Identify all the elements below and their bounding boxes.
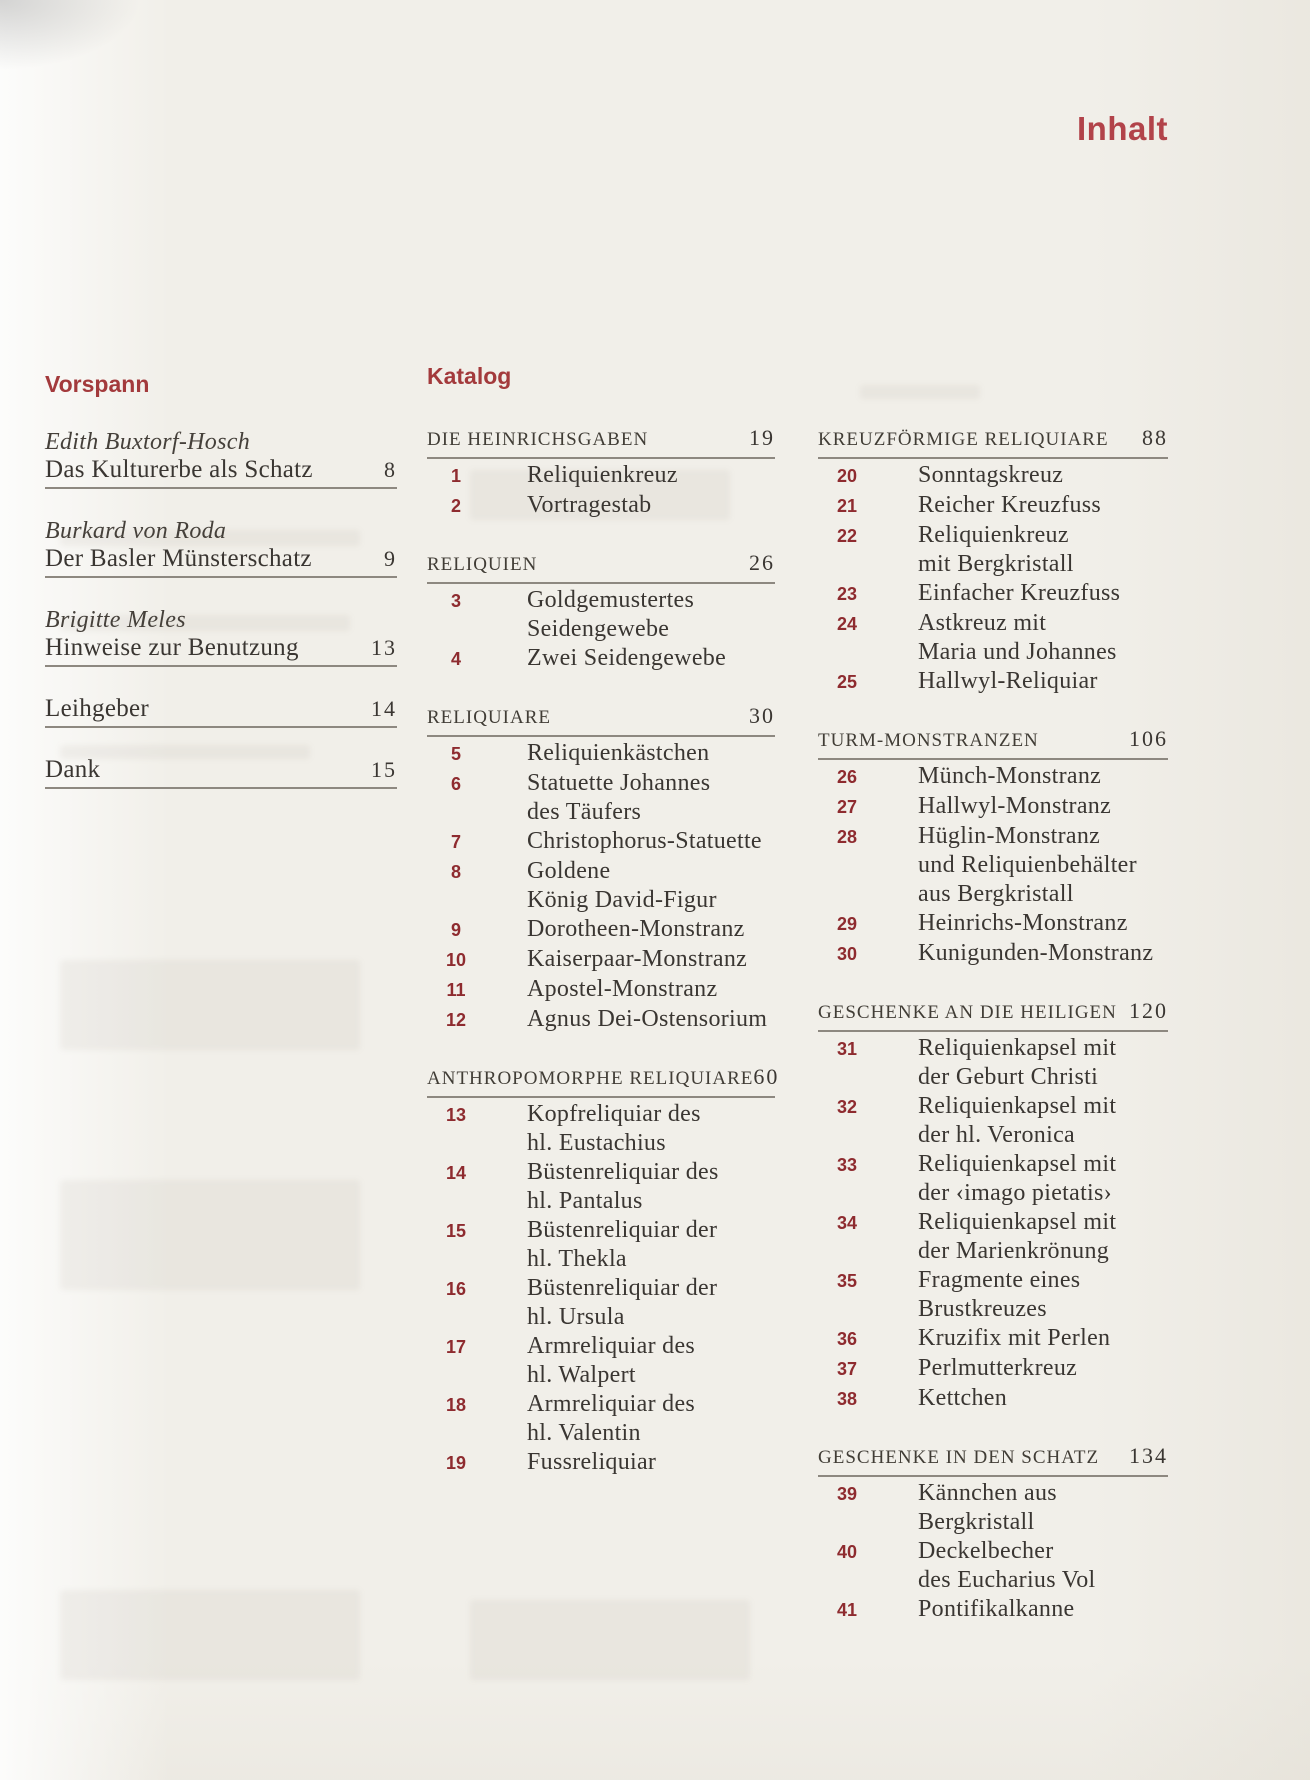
item-title-line: Astkreuz mit [918, 610, 1047, 636]
entry-author: Edith Buxtorf-Hosch [45, 429, 251, 455]
catalog-item [427, 769, 775, 827]
catalog-item [427, 1216, 775, 1274]
section-header-row [427, 424, 775, 459]
item-number: 26 [836, 767, 858, 787]
item-title-lines [918, 1595, 1168, 1624]
item-title-line: Dorotheen-Monstranz [527, 916, 745, 942]
item-title-lines [527, 644, 775, 673]
item-number: 35 [836, 1271, 858, 1291]
section-header-row [818, 997, 1168, 1032]
item-number: 15 [445, 1221, 467, 1241]
item-title-line: aus Bergkristall [918, 881, 1074, 907]
item-title-line: Reliquienkreuz [527, 462, 678, 488]
entry-title-row [45, 545, 397, 573]
entry-title: Hinweise zur Benutzung [45, 634, 299, 661]
item-title-line: Reliquienkapsel mit [918, 1209, 1117, 1235]
section-items [427, 461, 775, 521]
section-header-row [818, 1442, 1168, 1477]
item-title-line: Christophorus-Statuette [527, 828, 762, 854]
item-title-lines [918, 762, 1168, 791]
item-title-line: Heinrichs-Monstranz [918, 910, 1128, 936]
catalog-item [818, 609, 1168, 667]
section-page-number: 60 [753, 1064, 780, 1089]
item-title-line: Münch-Monstranz [918, 763, 1102, 789]
item-title-lines [918, 579, 1168, 608]
section-header-row [818, 424, 1168, 459]
catalog-item [818, 1092, 1168, 1150]
item-title-line: hl. Valentin [527, 1420, 641, 1446]
page-title: Inhalt [1077, 110, 1168, 148]
item-title-lines [527, 1390, 775, 1448]
catalog-item [818, 579, 1168, 609]
item-number: 32 [836, 1097, 858, 1117]
section-page-number: 88 [1142, 425, 1168, 450]
section-heading: KREUZFÖRMIGE RELIQUIARE [818, 429, 1109, 450]
showthrough-mark [60, 960, 360, 1050]
item-title-line: Büstenreliquiar der [527, 1275, 718, 1301]
item-title-lines [527, 1005, 775, 1034]
item-title-line: Statuette Johannes [527, 770, 711, 796]
catalog-item [427, 644, 775, 674]
item-title-line: Pontifikalkanne [918, 1596, 1075, 1622]
item-number: 9 [450, 920, 461, 940]
item-number: 33 [836, 1155, 858, 1175]
item-number: 8 [450, 862, 461, 882]
item-title-lines [527, 915, 775, 944]
item-number: 34 [836, 1213, 858, 1233]
entry-title: Leihgeber [45, 695, 150, 722]
item-title-line: Goldene [527, 858, 611, 884]
katalog-section [427, 424, 775, 521]
item-title-lines [918, 909, 1168, 938]
item-title-lines [918, 667, 1168, 696]
item-title-line: hl. Walpert [527, 1362, 636, 1388]
item-title-line: Büstenreliquiar der [527, 1217, 718, 1243]
toc-entry [45, 606, 397, 667]
item-title-line: Reliquienkapsel mit [918, 1093, 1117, 1119]
entry-title-row [45, 756, 397, 784]
item-number: 37 [836, 1359, 858, 1379]
item-title-lines [527, 1274, 775, 1332]
catalog-item [818, 909, 1168, 939]
item-title-lines [918, 609, 1168, 667]
catalog-item [818, 1208, 1168, 1266]
item-title-line: König David-Figur [527, 887, 717, 913]
item-number: 14 [445, 1163, 467, 1183]
catalog-item [427, 1005, 775, 1035]
item-title-line: Einfacher Kreuzfuss [918, 580, 1121, 606]
item-title-line: Büstenreliquiar des [527, 1159, 719, 1185]
item-title-lines [527, 1100, 775, 1158]
section-heading: RELIQUIEN [427, 554, 538, 575]
item-title-lines [918, 1384, 1168, 1413]
entry-title: Das Kulturerbe als Schatz [45, 456, 313, 483]
item-number: 39 [836, 1484, 858, 1504]
item-title-line: Deckelbecher [918, 1538, 1054, 1564]
toc-entry [45, 517, 397, 578]
section-heading: GESCHENKE AN DIE HEILIGEN [818, 1002, 1117, 1023]
item-title-line: Brustkreuzes [918, 1296, 1047, 1322]
katalog-section [818, 424, 1168, 697]
item-number: 21 [836, 496, 858, 516]
catalog-item [818, 1354, 1168, 1384]
item-number: 27 [836, 797, 858, 817]
katalog-section [427, 702, 775, 1035]
section-items [818, 461, 1168, 697]
katalog-column-right [818, 424, 1168, 1625]
item-title-lines [527, 739, 775, 768]
catalog-item [427, 491, 775, 521]
item-number: 29 [836, 914, 858, 934]
item-title-lines [527, 975, 775, 1004]
item-number: 36 [836, 1329, 858, 1349]
section-items [427, 586, 775, 674]
katalog-label: Katalog [427, 363, 512, 389]
section-header-row [427, 702, 775, 737]
item-title-lines [918, 1354, 1168, 1383]
item-number: 41 [836, 1600, 858, 1620]
catalog-item [427, 975, 775, 1005]
item-number: 28 [836, 827, 858, 847]
item-title-line: Kettchen [918, 1385, 1008, 1411]
catalog-item [427, 945, 775, 975]
toc-entry [45, 695, 397, 728]
catalog-item [818, 1479, 1168, 1537]
section-items [818, 762, 1168, 969]
item-number: 40 [836, 1542, 858, 1562]
section-header-row [427, 549, 775, 584]
catalog-item [818, 1384, 1168, 1414]
showthrough-mark [860, 385, 980, 399]
item-title-line: hl. Thekla [527, 1246, 627, 1272]
item-title-line: der hl. Veronica [918, 1122, 1075, 1148]
item-title-lines [918, 491, 1168, 520]
item-title-line: des Eucharius Vol [918, 1567, 1096, 1593]
section-page-number: 26 [749, 550, 775, 575]
item-title-lines [527, 857, 775, 915]
item-title-line: Maria und Johannes [918, 639, 1117, 665]
item-number: 3 [450, 591, 461, 611]
catalog-item [818, 1595, 1168, 1625]
catalog-item [427, 1100, 775, 1158]
katalog-sections-middle [427, 424, 780, 1478]
section-items [818, 1034, 1168, 1414]
item-title-line: Perlmutterkreuz [918, 1355, 1078, 1381]
catalog-item [818, 521, 1168, 579]
item-number: 17 [445, 1337, 467, 1357]
item-title-lines [918, 822, 1168, 909]
item-title-line: Hüglin-Monstranz [918, 823, 1101, 849]
section-heading: DIE HEINRICHSGABEN [427, 429, 649, 450]
item-title-line: Goldgemustertes [527, 587, 695, 613]
item-title-lines [527, 586, 775, 644]
catalog-item [818, 461, 1168, 491]
catalog-item [427, 1158, 775, 1216]
item-title-lines [527, 769, 775, 827]
entry-author: Brigitte Meles [45, 607, 186, 633]
item-number: 31 [836, 1039, 858, 1059]
item-title-lines [918, 521, 1168, 579]
item-number: 24 [836, 614, 858, 634]
item-number: 13 [445, 1105, 467, 1125]
item-title-line: Agnus Dei-Ostensorium [527, 1006, 768, 1032]
catalog-item [818, 1034, 1168, 1092]
item-title-lines [918, 1208, 1168, 1266]
item-number: 23 [836, 584, 858, 604]
item-title-line: Fragmente eines [918, 1267, 1081, 1293]
item-title-lines [527, 461, 775, 490]
catalog-item [818, 939, 1168, 969]
item-title-line: Apostel-Monstranz [527, 976, 718, 1002]
catalog-item [818, 1324, 1168, 1354]
item-title-line: des Täufers [527, 799, 642, 825]
item-title-line: Vortragestab [527, 492, 652, 518]
item-title-line: mit Bergkristall [918, 551, 1074, 577]
katalog-section [427, 1063, 780, 1478]
item-title-line: Zwei Seidengewebe [527, 645, 727, 671]
item-title-lines [527, 1332, 775, 1390]
item-title-line: Seidengewebe [527, 616, 670, 642]
item-title-lines [918, 1092, 1168, 1150]
entry-title-row [45, 456, 397, 484]
item-title-lines [527, 945, 775, 974]
section-page-number: 106 [1129, 726, 1168, 751]
item-title-line: Reicher Kreuzfuss [918, 492, 1102, 518]
catalog-item [427, 1332, 775, 1390]
section-page-number: 30 [749, 703, 775, 728]
item-title-line: der ‹imago pietatis› [918, 1180, 1112, 1206]
item-title-line: hl. Ursula [527, 1304, 625, 1330]
item-title-lines [918, 939, 1168, 968]
item-title-line: Reliquienkreuz [918, 522, 1069, 548]
catalog-item [427, 1274, 775, 1332]
item-title-line: Reliquienkapsel mit [918, 1035, 1117, 1061]
item-number: 20 [836, 466, 858, 486]
entry-page-number: 8 [384, 457, 397, 482]
section-heading: GESCHENKE IN DEN SCHATZ [818, 1447, 1100, 1468]
catalog-item [818, 491, 1168, 521]
item-title-line: Reliquienkapsel mit [918, 1151, 1117, 1177]
item-number: 2 [450, 496, 461, 516]
section-page-number: 19 [749, 425, 775, 450]
item-title-lines [918, 1150, 1168, 1208]
section-header-row [818, 725, 1168, 760]
item-number: 12 [445, 1010, 467, 1030]
section-items [427, 1100, 775, 1478]
item-title-line: Armreliquiar des [527, 1391, 696, 1417]
item-number: 18 [445, 1395, 467, 1415]
entry-author: Burkard von Roda [45, 518, 227, 544]
item-title-line: Armreliquiar des [527, 1333, 696, 1359]
item-title-lines [527, 1448, 775, 1477]
item-title-lines [527, 1216, 775, 1274]
section-heading: TURM-MONSTRANZEN [818, 730, 1039, 751]
catalog-item [818, 762, 1168, 792]
item-number: 25 [836, 672, 858, 692]
item-title-lines [918, 792, 1168, 821]
item-title-line: der Geburt Christi [918, 1064, 1099, 1090]
vorspann-entries [45, 428, 397, 789]
katalog-section [818, 1442, 1168, 1625]
catalog-item [427, 827, 775, 857]
item-number: 16 [445, 1279, 467, 1299]
vorspann-column [45, 370, 397, 817]
item-number: 7 [450, 832, 461, 852]
entry-page-number: 13 [371, 635, 397, 660]
item-title-line: Kännchen aus [918, 1480, 1057, 1506]
item-number: 11 [446, 980, 466, 1000]
item-title-line: Kaiserpaar-Monstranz [527, 946, 748, 972]
catalog-item [427, 739, 775, 769]
section-header-row [427, 1063, 780, 1098]
item-title-line: und Reliquienbehälter [918, 852, 1137, 878]
item-title-lines [527, 827, 775, 856]
entry-page-number: 9 [384, 546, 397, 571]
entry-title-row [45, 634, 397, 662]
item-title-line: Hallwyl-Monstranz [918, 793, 1112, 819]
catalog-item [818, 1266, 1168, 1324]
entry-title-row [45, 695, 397, 723]
item-title-line: Bergkristall [918, 1509, 1035, 1535]
katalog-sections-right [818, 424, 1168, 1625]
section-page-number: 120 [1129, 998, 1168, 1023]
katalog-section [818, 997, 1168, 1414]
item-title-lines [918, 1537, 1168, 1595]
item-title-line: Hallwyl-Reliquiar [918, 668, 1098, 694]
catalog-item [427, 461, 775, 491]
catalog-item [818, 1150, 1168, 1208]
item-title-line: Kunigunden-Monstranz [918, 940, 1154, 966]
toc-entry [45, 428, 397, 489]
catalog-item [427, 1390, 775, 1448]
catalog-item [427, 1448, 775, 1478]
entry-title: Der Basler Münsterschatz [45, 545, 312, 572]
katalog-section [818, 725, 1168, 969]
showthrough-mark [470, 1600, 750, 1680]
item-title-line: hl. Pantalus [527, 1188, 643, 1214]
catalog-item [427, 857, 775, 915]
item-title-lines [918, 1324, 1168, 1353]
item-number: 19 [445, 1453, 467, 1473]
vorspann-label: Vorspann [45, 371, 150, 397]
catalog-item [818, 792, 1168, 822]
item-title-line: Sonntagskreuz [918, 462, 1064, 488]
item-title-lines [527, 1158, 775, 1216]
item-title-line: Reliquienkästchen [527, 740, 710, 766]
item-title-lines [527, 491, 775, 520]
section-heading: ANTHROPOMORPHE RELIQUIARE [427, 1068, 754, 1089]
item-number: 6 [450, 774, 461, 794]
item-title-line: Fussreliquiar [527, 1449, 657, 1475]
item-title-lines [918, 1479, 1168, 1537]
item-number: 5 [450, 744, 461, 764]
catalog-item [818, 822, 1168, 909]
item-title-line: hl. Eustachius [527, 1130, 666, 1156]
item-number: 1 [450, 466, 461, 486]
katalog-column-middle [427, 362, 780, 1478]
entry-page-number: 15 [371, 757, 397, 782]
item-number: 10 [445, 950, 467, 970]
katalog-section [427, 549, 775, 674]
item-number: 38 [836, 1389, 858, 1409]
catalog-item [818, 667, 1168, 697]
item-title-lines [918, 461, 1168, 490]
catalog-item [427, 915, 775, 945]
item-number: 4 [450, 649, 461, 669]
item-title-lines [918, 1266, 1168, 1324]
section-heading: RELIQUIARE [427, 707, 551, 728]
item-title-line: der Marienkrönung [918, 1238, 1110, 1264]
item-title-lines [918, 1034, 1168, 1092]
entry-title: Dank [45, 756, 101, 783]
item-title-line: Kruzifix mit Perlen [918, 1325, 1111, 1351]
entry-page-number: 14 [371, 696, 397, 721]
item-number: 30 [836, 944, 858, 964]
toc-entry [45, 756, 397, 789]
showthrough-mark [60, 1180, 360, 1290]
section-page-number: 134 [1129, 1443, 1168, 1468]
showthrough-mark [60, 1590, 360, 1680]
catalog-item [427, 586, 775, 644]
item-title-line: Kopfreliquiar des [527, 1101, 701, 1127]
catalog-item [818, 1537, 1168, 1595]
item-number: 22 [836, 526, 858, 546]
section-items [427, 739, 775, 1035]
section-items [818, 1479, 1168, 1625]
